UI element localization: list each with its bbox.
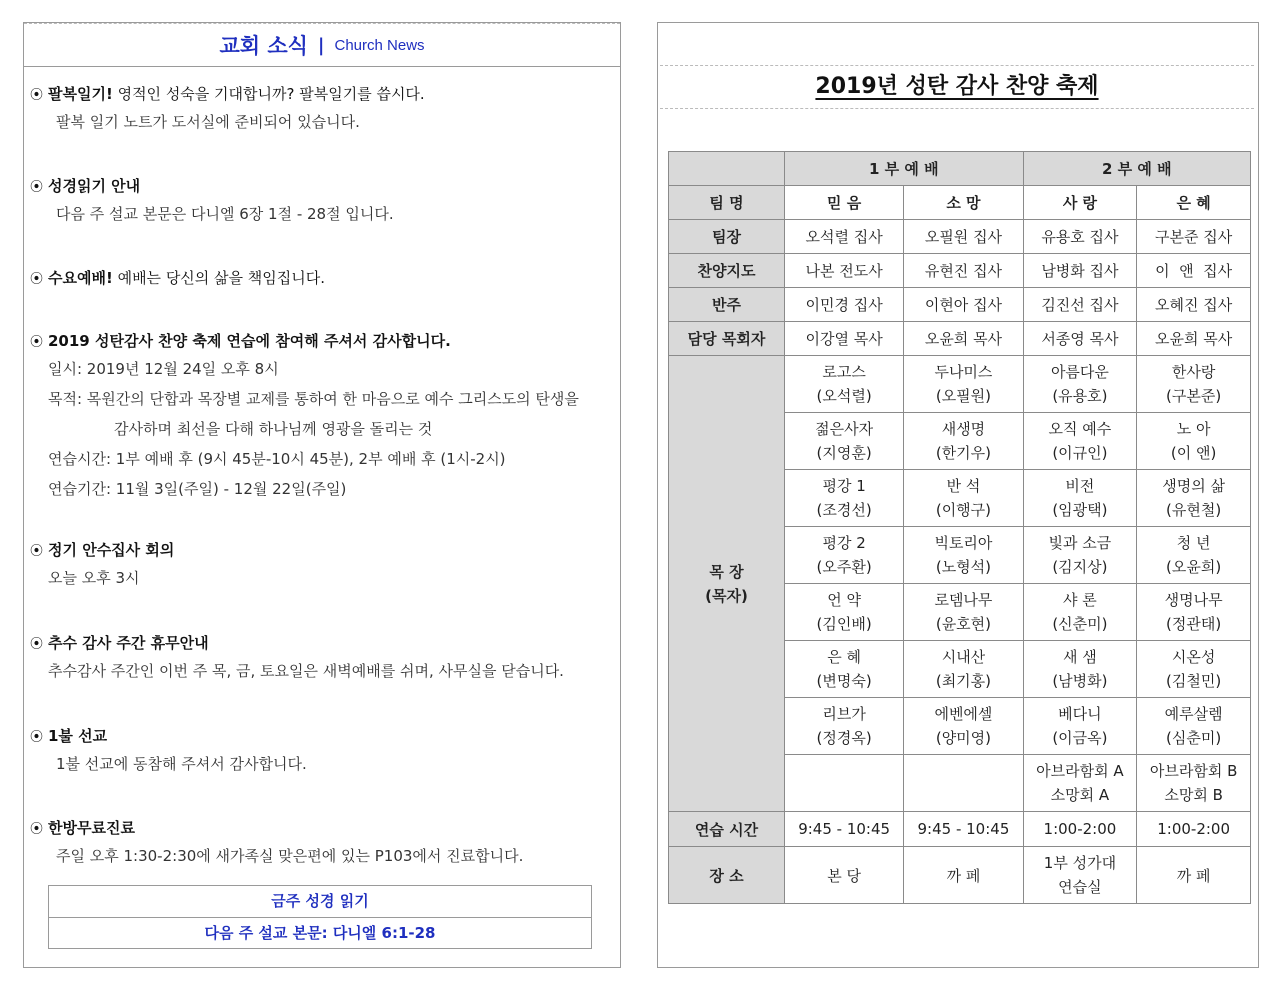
table-row: 담당 목회자 이강열 목사 오윤희 목사 서종영 목사 오윤희 목사: [669, 322, 1251, 356]
bullet-icon: ⦿: [30, 272, 44, 287]
bullet-icon: ⦿: [30, 180, 44, 195]
bullet-icon: ⦿: [30, 544, 44, 559]
table-row: 젊은사자 (지영훈) 새생명 (한기우) 오직 예수 (이규인) 노 아 (이 앤): [669, 413, 1251, 470]
news-item-6: ⦿ 추수 감사 주간 휴무안내 추수감사 주간인 이번 주 목, 금, 토요일은 새벽예배를 쉬며, 사무실을 닫습니다.: [30, 634, 564, 680]
bullet-icon: ⦿: [30, 730, 44, 745]
table-row: 평강 1 (조경선) 반 석 (이행구) 비전 (임광택) 생명의 삶 (유현철): [669, 470, 1251, 527]
bullet-icon: ⦿: [30, 822, 44, 837]
table-row: 장 소 본 당 까 페 1부 성가대 연습실 까 페: [669, 847, 1251, 904]
news-title-separator: |: [317, 34, 325, 56]
news-title-en: Church News: [334, 36, 425, 54]
news-title-ko: 교회 소식: [219, 34, 308, 58]
table-row: 언 약 (김인배) 로뎀나무 (윤호현) 샤 론 (신춘미) 생명나무 (정관태): [669, 584, 1251, 641]
table-row: 찬양지도 나본 전도사 유현진 집사 남병화 집사 이 앤 집사: [669, 254, 1251, 288]
church-news-panel: [23, 22, 621, 968]
table-row: 아브라함회 A 소망회 A 아브라함회 B 소망회 B: [669, 755, 1251, 812]
team-name: 은 혜: [1137, 186, 1251, 220]
news-item-5: ⦿ 정기 안수집사 회의 오늘 오후 3시: [30, 541, 175, 587]
reading-title: 금주 성경 읽기: [49, 886, 591, 918]
schedule-title-bar: [660, 65, 1254, 109]
table-row: 리브가 (정경옥) 에벤에셀 (양미영) 베다니 (이금옥) 예루살렘 (심춘미): [669, 698, 1251, 755]
schedule-table: [668, 151, 1251, 904]
reading-text: 다음 주 설교 본문: 다니엘 6:1-28: [204, 924, 436, 942]
bullet-icon: ⦿: [30, 637, 44, 652]
team-name: 소 망: [904, 186, 1023, 220]
team-header: 팀 명: [669, 186, 785, 220]
table-row: 은 혜 (변명숙) 시내산 (최기홍) 새 샘 (남병화) 시온성 (김철민): [669, 641, 1251, 698]
bible-reading-box: [48, 885, 592, 949]
bullet-icon: ⦿: [30, 88, 44, 103]
news-item-7: ⦿ 1불 선교 1불 선교에 동참해 주셔서 감사합니다.: [30, 727, 307, 773]
table-row: [669, 186, 1251, 220]
festival-schedule-panel: [657, 22, 1259, 968]
news-header: [24, 23, 620, 67]
table-row: [669, 152, 1251, 186]
service2-header: 2 부 예 배: [1023, 152, 1250, 186]
news-item-4: ⦿ 2019 성탄감사 찬양 축제 연습에 참여해 주셔서 감사합니다. 일시: 2019년 12월 24일 오후 8시 목적: 목원간의 단합과 목장별 교제를 통하여 한 마음으로 예수 그리스도의 탄생을 감사하며 최선을 다해 하나님께 영광을 돌리는 것 연습시간: 1부 예배 후 (9시 45분-10시 45분), 2부 예배 후 (1시-2시) 연습기간: 11월 3일(주일) - 12월 22일(주일): [30, 332, 579, 498]
service1-header: 1 부 예 배: [785, 152, 1024, 186]
table-row: 연습 시간 9:45 - 10:45 9:45 - 10:45 1:00-2:00 1:00-2:00: [669, 812, 1251, 847]
table-row: 평강 2 (오주환) 빅토리아 (노형석) 빛과 소금 (김지상) 청 년 (오윤희): [669, 527, 1251, 584]
table-row: 반주 이민경 집사 이현아 집사 김진선 집사 오혜진 집사: [669, 288, 1251, 322]
news-item-1: ⦿ 팔복일기! 영적인 성숙을 기대합니까? 팔복일기를 씁시다. 팔복 일기 노트가 도서실에 준비되어 있습니다.: [30, 85, 425, 131]
mokjang-label: 목 장 (목자): [669, 356, 785, 812]
news-item-3: ⦿ 수요예배! 예배는 당신의 삶을 책임집니다.: [30, 267, 616, 291]
news-item-8: ⦿ 한방무료진료 주일 오후 1:30-2:30에 새가족실 맞은편에 있는 P103에서 진료합니다.: [30, 819, 524, 865]
team-name: 사 랑: [1023, 186, 1137, 220]
bullet-icon: ⦿: [30, 335, 44, 350]
table-row: 팀장 오석렬 집사 오필원 집사 유용호 집사 구본준 집사: [669, 220, 1251, 254]
schedule-title: 2019년 성탄 감사 찬양 축제: [815, 74, 1099, 99]
team-name: 믿 음: [785, 186, 904, 220]
table-row: 목 장 (목자) 로고스 (오석렬) 두나미스 (오필원) 아름다운 (유용호) 한사랑 (구본준): [669, 356, 1251, 413]
news-item-2: ⦿ 성경읽기 안내 다음 주 설교 본문은 다니엘 6장 1절 - 28절 입니다.: [30, 177, 394, 223]
